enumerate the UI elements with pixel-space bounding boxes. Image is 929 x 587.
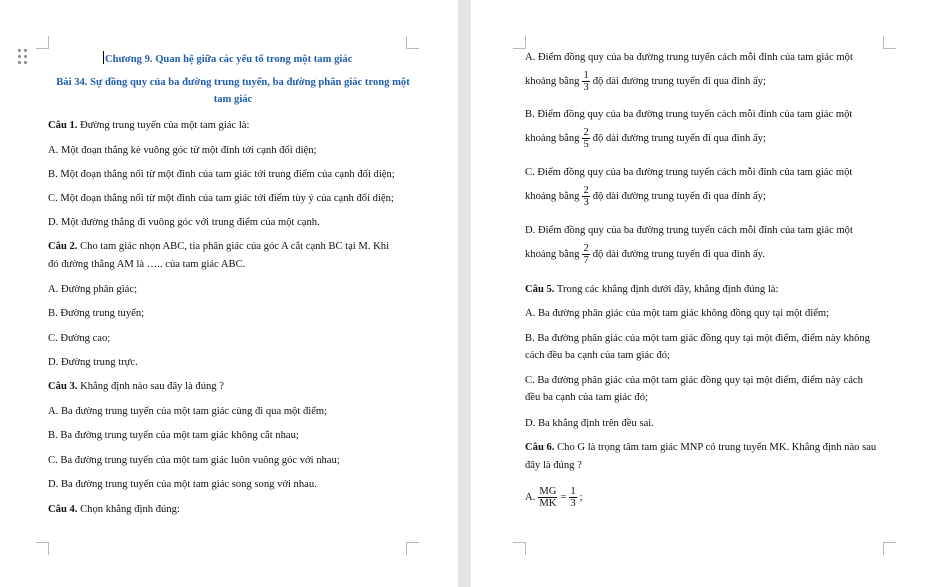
crop-mark-top-right — [406, 36, 419, 49]
q1-option-b: B. Một đoạn thẳng nối từ một đỉnh của tam giác tới trung điểm của cạnh đối diện; — [48, 169, 395, 180]
crop-mark-top-left — [36, 36, 49, 49]
q4-option-c: C. Điểm đồng quy của ba đường trung tuyến cách mỗi đỉnh của tam giác một — [525, 167, 853, 178]
q6-option-a — [525, 486, 583, 509]
fraction-numerator: 1 — [570, 486, 576, 497]
fraction-denominator: 5 — [583, 139, 589, 150]
question-label: Câu 1. — [48, 120, 78, 131]
option-text: khoảng bằng — [525, 75, 580, 87]
page-gutter — [458, 0, 471, 587]
question-text: Chọn khẳng định đúng: — [77, 504, 180, 515]
q4-option-b-line-2 — [525, 127, 766, 150]
q1-option-c: C. Một đoạn thẳng nối từ một đỉnh của tam giác tới điểm tùy ý của cạnh đối diện; — [48, 193, 394, 204]
fraction — [582, 70, 589, 93]
q2-option-c: C. Đường cao; — [48, 333, 111, 344]
chapter-title: Chương 9. Quan hệ giữa các yếu tố trong một tam giác — [103, 51, 352, 66]
q5-option-b: B. Ba đường phân giác của một tam giác đồng quy tại một điểm, điểm này không — [525, 333, 870, 344]
question-text: Cho tam giác nhọn ABC, tia phân giác của góc A cắt cạnh BC tại M. Khi — [77, 241, 390, 252]
fraction-numerator: 2 — [583, 243, 589, 254]
q3-option-c: C. Ba đường trung tuyến của một tam giác luôn vuông góc với nhau; — [48, 455, 340, 466]
question-5 — [525, 283, 778, 296]
fraction-numerator: 2 — [583, 185, 589, 196]
fraction-denominator: 3 — [583, 197, 589, 208]
q4-option-b: B. Điểm đồng quy của ba đường trung tuyến cách mỗi đỉnh của tam giác một — [525, 109, 853, 120]
fraction — [582, 243, 589, 266]
question-label: Câu 4. — [48, 504, 78, 515]
question-4 — [48, 503, 180, 516]
crop-mark-bottom-left — [36, 542, 49, 555]
fraction — [569, 486, 576, 509]
question-6 — [525, 441, 876, 454]
crop-mark-bottom-right — [883, 542, 896, 555]
fraction-numerator: 2 — [583, 127, 589, 138]
q2-option-b: B. Đường trung tuyến; — [48, 308, 145, 319]
option-text: độ dài đường trung tuyến đi qua đỉnh ấy. — [592, 248, 765, 260]
q5-option-c-line-2: đều ba cạnh của tam giác đó; — [525, 392, 648, 403]
fraction-denominator: 3 — [570, 498, 576, 509]
q4-option-a: A. Điểm đồng quy của ba đường trung tuyến cách mỗi đỉnh của tam giác một — [525, 52, 853, 63]
option-text: ; — [579, 491, 583, 503]
crop-mark-top-left — [513, 36, 526, 49]
fraction — [538, 486, 557, 509]
text-cursor — [103, 51, 104, 64]
option-text: khoảng bằng — [525, 132, 580, 144]
fraction-denominator: 7 — [583, 255, 589, 266]
q5-option-d: D. Ba khẳng định trên đều sai. — [525, 418, 654, 429]
question-text: Trong các khẳng định dưới đây, khẳng định đúng là: — [554, 284, 779, 295]
option-text: khoảng bằng — [525, 248, 580, 260]
q1-option-d: D. Một đường thẳng đi vuông góc với trung điểm của một cạnh. — [48, 217, 320, 228]
option-text: độ dài đường trung tuyến đi qua đỉnh ấy; — [592, 75, 766, 87]
q3-option-a: A. Ba đường trung tuyến của một tam giác cùng đi qua một điểm; — [48, 406, 328, 417]
q5-option-c: C. Ba đường phân giác của một tam giác đồng quy tại một điểm, điểm này cách — [525, 375, 863, 386]
option-text: độ dài đường trung tuyến đi qua đỉnh ấy; — [592, 190, 766, 202]
option-text: khoảng bằng — [525, 190, 580, 202]
crop-mark-bottom-right — [406, 542, 419, 555]
equals-sign: = — [560, 491, 567, 503]
question-label: Câu 5. — [525, 284, 555, 295]
question-2-line-2: đó đường thẳng AM là ….. của tam giác ABC. — [48, 259, 246, 270]
q4-option-a-line-2 — [525, 70, 766, 93]
question-text: Cho G là trọng tâm tam giác MNP có trung tuyến MK. Khẳng định nào sau — [554, 442, 877, 453]
q4-option-d-line-2 — [525, 243, 765, 266]
q3-option-d: D. Ba đường trung tuyến của một tam giác song song với nhau. — [48, 479, 317, 490]
question-label: Câu 6. — [525, 442, 555, 453]
q4-option-c-line-2 — [525, 185, 766, 208]
lesson-title-line-2: tam giác — [213, 94, 253, 105]
question-3 — [48, 380, 224, 393]
crop-mark-bottom-left — [513, 542, 526, 555]
document-page-right[interactable] — [471, 0, 929, 587]
q2-option-d: D. Đường trung trực. — [48, 357, 138, 368]
drag-handle-icon[interactable] — [18, 49, 28, 65]
crop-mark-top-right — [883, 36, 896, 49]
fraction-numerator: MG — [539, 486, 557, 497]
question-text: Đường trung tuyến của một tam giác là: — [77, 120, 250, 131]
lesson-title: Bài 34. Sự đồng quy của ba đường trung tuyến, ba đường phân giác trong một — [56, 77, 410, 88]
option-text: độ dài đường trung tuyến đi qua đỉnh ấy; — [592, 132, 766, 144]
document-page-left[interactable] — [0, 0, 458, 587]
fraction-numerator: 1 — [583, 70, 589, 81]
question-text: Khẳng định nào sau đây là đúng ? — [77, 381, 224, 392]
question-1 — [48, 119, 249, 132]
q2-option-a: A. Đường phân giác; — [48, 284, 138, 295]
fraction-denominator: MK — [539, 498, 557, 509]
q3-option-b: B. Ba đường trung tuyến của một tam giác không cắt nhau; — [48, 430, 299, 441]
fraction-denominator: 3 — [583, 82, 589, 93]
question-2 — [48, 240, 390, 253]
q5-option-a: A. Ba đường phân giác của một tam giác không đồng quy tại một điểm; — [525, 308, 830, 319]
fraction — [582, 185, 589, 208]
q4-option-d: D. Điểm đồng quy của ba đường trung tuyến cách mỗi đỉnh của tam giác một — [525, 225, 853, 236]
fraction — [582, 127, 589, 150]
q1-option-a: A. Một đoạn thẳng kẻ vuông góc từ một đỉnh tới cạnh đối diện; — [48, 145, 317, 156]
question-6-line-2: đây là đúng ? — [525, 460, 582, 471]
question-label: Câu 2. — [48, 241, 78, 252]
q5-option-b-line-2: cách đều ba cạnh của tam giác đó; — [525, 350, 671, 361]
question-label: Câu 3. — [48, 381, 78, 392]
option-label: A. — [525, 491, 536, 503]
